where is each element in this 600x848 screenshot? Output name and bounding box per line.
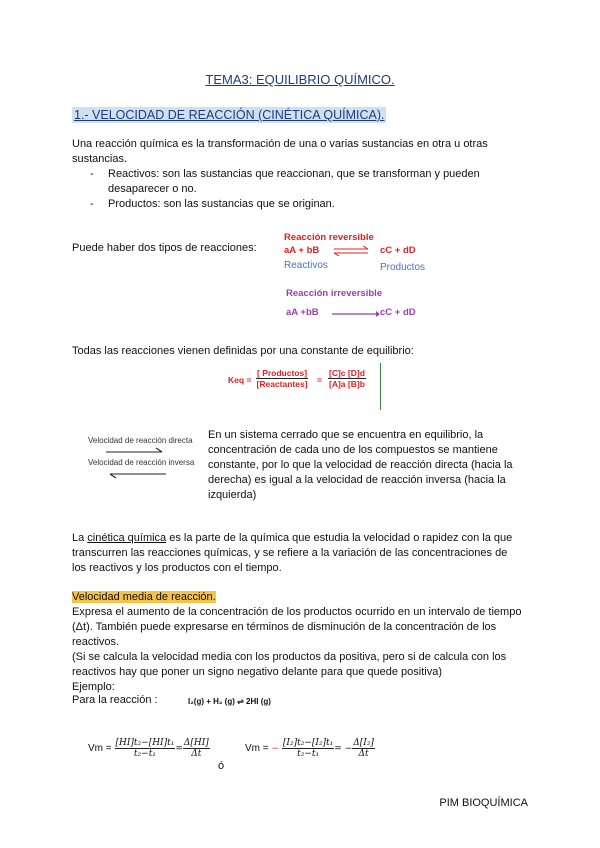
direct-arrow-icon [106, 447, 166, 457]
formula-fraction [115, 738, 176, 759]
reversible-label: Reacción reversible [284, 232, 374, 243]
vm-label: Vm = [245, 743, 269, 754]
reactivos-label: Reactivos [284, 260, 328, 271]
formula-delta-denominator: Δt [358, 749, 369, 759]
closed-system-paragraph: En un sistema cerrado que se encuentra en equilibrio, la concentración de cada uno de los compuestos se mantiene constante, por lo que la velocidad de reacción directa (hacia la derecha) es igual a la velocidad de reacción inversa (hacia la izquierda) [208, 429, 513, 501]
page-footer: PIM BIOQUÍMICA [439, 797, 528, 809]
example-label: Para la reacción : [72, 694, 158, 706]
velocity-formula-products: Vm = $\frac{\text{[HI]t₂−[HI]t₁}}{\text{t₂−t₁}}$ = $\frac{\Delta[HI]}{\Delta t}$ [88, 738, 209, 759]
kinetics-term: cinética química [87, 532, 167, 544]
inverse-velocity-label: Velocidad de reacción inversa [88, 458, 195, 467]
keq-equals: = [317, 375, 322, 385]
reversible-reactants: aA + bB [284, 245, 320, 256]
or-text: ó [218, 760, 225, 772]
avg-velocity-heading: Velocidad media de reacción. [72, 591, 216, 603]
avg-velocity-line: (Si se calcula la velocidad media con los productos da positiva, pero si de calcula con los reactivos hay que poner un signo negativo delante para que quede positiva) [72, 651, 507, 678]
keq-denominator-2: [A]a [B]b [329, 379, 365, 389]
direct-velocity-label: Velocidad de reacción directa [88, 436, 193, 445]
vm-label: Vm = [88, 743, 112, 754]
formula-denominator: t₂−t₁ [297, 749, 320, 759]
irreversible-label: Reacción irreversible [286, 288, 383, 299]
keq-denominator: [Reactantes] [256, 379, 308, 389]
keq-formula [222, 363, 381, 410]
reversible-products: cC + dD [380, 245, 416, 256]
list-item: - Productos: son las sustancias que se originan. [72, 197, 522, 212]
keq-concentrations [328, 368, 366, 389]
list-item: - Reactivos: son las sustancias que reaccionan, que se transforman y pueden desaparecer o no. [72, 167, 522, 197]
irreversible-products: cC + dD [380, 307, 416, 318]
definitions-list [72, 167, 522, 212]
keq-label: Keq = [228, 375, 252, 385]
formula-delta-fraction [183, 738, 210, 759]
avg-velocity-line: Expresa el aumento de la concentración de los productos ocurrido en un intervalo de tiempo (Δt). También puede expresarse en términos de disminución de la concentración de los reactivos. [72, 606, 522, 648]
example-reaction: I₂(g) + H₂ (g) ⇌ 2HI (g) [188, 697, 271, 706]
kinetics-paragraph: La cinética química es la parte de la química que estudia la velocidad o rapidez con la que transcurren las reacciones químicas, y se refiere a la variación de las concentraciones de los reactivos y los productos con el tiempo. [72, 532, 513, 574]
forward-arrow-icon [330, 309, 380, 319]
keq-numerator: [ Productos] [257, 368, 308, 378]
irreversible-reactants: aA +bB [286, 307, 319, 318]
formula-delta-numerator: Δ[HI] [183, 738, 209, 748]
avg-velocity-line: Ejemplo: [72, 681, 115, 693]
section-heading: 1.- VELOCIDAD DE REACCIÓN (CINÉTICA QUÍMICA). [74, 108, 385, 122]
irreversible-reaction-figure [284, 288, 434, 324]
intro-paragraph [72, 137, 522, 212]
intro-text: Una reacción química es la transformación de una o varias sustancias en otra u otras sustancias. [72, 138, 488, 165]
equilibrium-arrows-icon [332, 246, 370, 256]
page-title: TEMA3: EQUILIBRIO QUÍMICO. [205, 72, 395, 87]
negative-sign: − [271, 744, 280, 754]
avg-velocity-paragraph [72, 605, 522, 695]
reversible-reaction-figure [284, 232, 434, 280]
reaction-types-text: Puede haber dos tipos de reacciones: [72, 242, 257, 254]
keq-fraction [256, 368, 308, 389]
formula-denominator: t₂−t₁ [133, 749, 156, 759]
equilibrium-constant-text: Todas las reacciones vienen definidas por una constante de equilibrio: [72, 345, 414, 357]
formula-delta-denominator: Δt [191, 749, 202, 759]
productos-label: Productos [380, 262, 426, 273]
formula-numerator: [HI]t₂−[HI]t₁ [115, 738, 175, 748]
formula-fraction [282, 738, 334, 759]
formula-delta-fraction [352, 738, 375, 759]
keq-numerator-2: [C]c [D]d [329, 368, 365, 378]
formula-numerator: [I₂]t₂−[I₂]t₁ [282, 738, 334, 748]
velocity-formula-reactants: Vm = − $\frac{\text{[I₂]t₂−[I₂]t₁}}{\text{t₂−t₁}}$ = − $\frac{\text{Δ[I₂]}}{\Delta t}$ [245, 738, 374, 759]
inverse-arrow-icon [106, 469, 166, 479]
formula-delta-numerator: Δ[I₂] [353, 738, 374, 748]
velocity-arrows-figure [88, 436, 198, 486]
